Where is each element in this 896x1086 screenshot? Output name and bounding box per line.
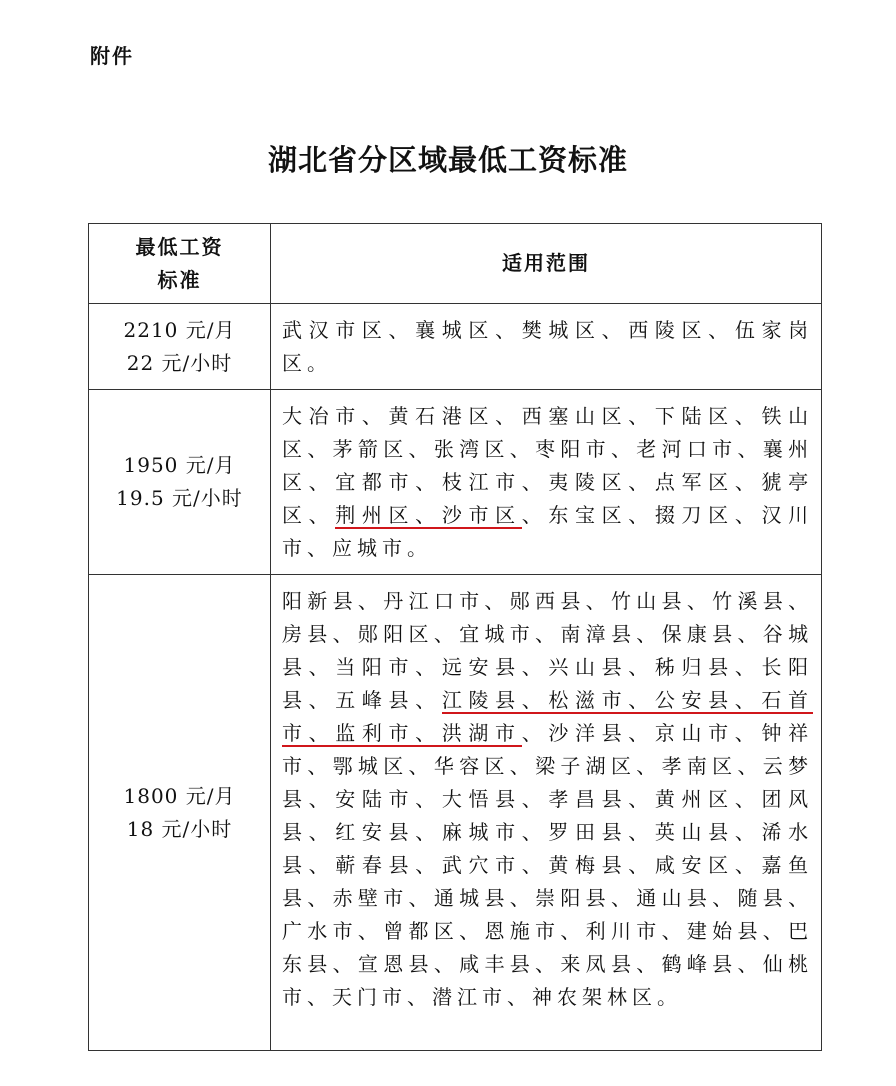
separator: 、 [708,318,735,342]
minimum-wage-table [88,223,822,1051]
separator: 、 [628,404,655,428]
separator: 、 [307,985,332,1009]
separator: 、 [408,754,434,778]
separator: 、 [535,952,561,976]
place-name: 武穴市 [441,853,522,877]
separator: 、 [734,655,762,679]
place-name: 黄石港区 [388,404,496,428]
place-name: 麻城市 [441,820,522,844]
separator: 、 [459,919,485,943]
separator: 、 [628,503,655,527]
separator: 、 [610,886,637,910]
place-name: 丹江口市 [383,589,485,613]
place-name: 红安县 [335,820,416,844]
place-name: 天门市 [332,985,407,1009]
place-name: 浠水县 [282,820,814,877]
place-name: 沙市区 [441,503,522,527]
place-name: 孝南区 [661,754,738,778]
place-name: 当阳市 [335,655,416,679]
place-name: 点军区 [654,470,735,494]
place-name: 咸丰县 [459,952,536,976]
place-name: 鄂城区 [332,754,409,778]
place-name: 应城市 [332,536,407,560]
place-name: 京山市 [654,721,735,745]
place-name: 张湾区 [433,437,510,461]
separator: 、 [628,655,655,679]
place-name: 英山县 [654,820,735,844]
place-name: 安陆市 [335,787,416,811]
separator: 、 [307,886,333,910]
separator: 、 [408,437,434,461]
separator: 、 [415,787,442,811]
separator: 、 [509,754,536,778]
attachment-label: 附件 [90,44,134,68]
hourly-wage: 18 元/小时 [126,816,233,841]
wage-standard-cell [89,390,271,575]
header-standard-line1: 最低工资 [135,234,224,259]
separator: 、 [737,952,763,976]
place-name: 樊城区 [521,318,602,342]
separator: 、 [521,721,549,745]
header-standard-line2: 标准 [157,267,202,292]
place-name: 沙洋县 [548,721,629,745]
place-name: 宜城市 [459,622,536,646]
place-name: 茅箭区 [332,437,409,461]
separator: 、 [307,437,333,461]
place-name: 枝江市 [441,470,522,494]
place-name: 神农架林区 [532,985,657,1009]
place-name: 咸安区 [654,853,735,877]
place-name: 郧西县 [509,589,586,613]
separator: 、 [734,721,762,745]
separator: 、 [361,404,389,428]
separator: 、 [535,622,561,646]
separator: 、 [308,787,336,811]
place-name: 荆州区、 [335,503,442,527]
header-standard [89,224,271,304]
separator: 、 [636,622,662,646]
place-name: 西陵区 [628,318,709,342]
separator: 、 [661,919,687,943]
separator: 、 [762,919,789,943]
separator: 。 [307,351,332,375]
place-name: 巴东县 [282,919,814,976]
separator: 、 [636,754,662,778]
table-row [89,575,822,1051]
separator: 、 [712,886,738,910]
place-name: 竹山县 [610,589,687,613]
place-name: 谷城县 [282,622,814,679]
document-title: 湖北省分区域最低工资标准 [267,143,628,177]
monthly-wage: 1950 元/月 [123,453,236,477]
wage-standard-cell [89,304,271,390]
separator: 、 [308,503,336,527]
place-name: 枣阳市 [535,437,611,461]
separator: 、 [628,470,655,494]
separator: 、 [610,437,637,461]
separator: 、 [734,404,762,428]
separator: 、 [788,886,814,910]
place-name: 孝昌县 [548,787,629,811]
separator: 、 [433,952,460,976]
separator: 、 [636,952,662,976]
place-name: 江陵县、 [441,688,549,712]
separator: 、 [628,721,655,745]
separator: 、 [737,622,763,646]
place-name: 襄城区 [415,318,496,342]
separator: 、 [521,470,549,494]
separator: 、 [415,470,442,494]
separator: 、 [307,754,333,778]
separator: 、 [601,318,629,342]
place-name: 黄梅县 [548,853,629,877]
place-name: 随县 [737,886,789,910]
separator: 、 [734,503,762,527]
place-name: 东宝区 [548,503,629,527]
separator: 。 [657,985,682,1009]
place-name: 老河口市 [636,437,738,461]
separator: 、 [388,318,416,342]
place-name: 襄州区 [282,437,814,494]
separator: 、 [521,503,549,527]
monthly-wage: 1800 元/月 [123,783,236,808]
place-name: 南漳县 [560,622,637,646]
separator: 、 [737,754,763,778]
place-name: 石首市、 [282,688,814,745]
separator: 、 [415,820,442,844]
place-name: 长阳县 [282,655,814,712]
place-name: 松滋市、 [548,688,655,712]
place-name: 夷陵区 [548,470,629,494]
separator: 、 [495,318,522,342]
place-name: 来凤县 [560,952,637,976]
place-name: 铁山区 [282,404,814,461]
separator: 、 [408,886,434,910]
separator: 、 [521,655,549,679]
place-name: 曾都区 [383,919,460,943]
separator: 、 [585,589,611,613]
separator: 、 [308,853,336,877]
separator: 、 [521,853,549,877]
table-row [89,390,822,575]
separator: 、 [734,787,762,811]
place-name: 蕲春县 [335,853,416,877]
separator: 、 [308,470,336,494]
place-name: 华容区 [433,754,510,778]
place-name: 钟祥市 [282,721,814,778]
table-row [89,304,822,390]
separator: 、 [788,589,814,613]
place-name: 恩施市 [484,919,561,943]
separator: 。 [407,536,432,560]
separator: 、 [507,985,532,1009]
place-name: 公安县、 [654,688,762,712]
separator: 、 [332,952,358,976]
scope-cell [271,575,822,1051]
place-name: 西塞山区 [521,404,629,428]
separator: 、 [628,820,655,844]
place-name: 武汉市区 [282,318,389,342]
place-name: 五峰县 [335,688,416,712]
separator: 、 [357,919,384,943]
separator: 、 [415,655,442,679]
place-name: 云梦县 [282,754,814,811]
place-name: 梁子湖区 [535,754,637,778]
place-name: 通山县 [636,886,713,910]
place-name: 赤壁市 [332,886,409,910]
separator: 、 [308,688,336,712]
place-name: 阳新县 [282,589,358,613]
separator: 、 [433,622,460,646]
place-name: 伍家岗区 [282,318,814,375]
place-name: 秭归县 [654,655,735,679]
monthly-wage: 2210 元/月 [123,317,236,342]
place-name: 宣恩县 [357,952,434,976]
place-name: 兴山县 [548,655,629,679]
place-name: 黄州区 [654,787,735,811]
place-name: 团风县 [282,787,814,844]
separator: 、 [407,985,432,1009]
hourly-wage: 22 元/小时 [126,350,233,375]
place-name: 宜都市 [335,470,416,494]
separator: 、 [521,820,549,844]
header-scope: 适用范围 [271,224,822,304]
separator: 、 [734,853,762,877]
separator: 、 [308,820,336,844]
hourly-wage: 19.5 元/小时 [116,486,243,510]
place-name: 竹溪县 [712,589,789,613]
separator: 、 [415,853,442,877]
place-name: 潜江市 [432,985,507,1009]
place-name: 房县 [282,622,333,646]
place-name: 下陆区 [654,404,735,428]
place-name: 建始县 [686,919,763,943]
place-name: 利川市 [585,919,662,943]
separator: 、 [509,886,536,910]
separator: 、 [307,536,332,560]
place-name: 监利市、 [335,721,442,745]
separator: 、 [415,688,442,712]
separator: 、 [495,404,522,428]
place-name: 通城县 [433,886,510,910]
table-header-row [89,224,822,304]
place-name: 嘉鱼县 [282,853,814,910]
separator: 、 [308,655,336,679]
place-name: 大悟县 [441,787,522,811]
place-name: 崇阳县 [535,886,611,910]
place-name: 保康县 [661,622,738,646]
place-name: 汉川市 [282,503,814,560]
place-name: 广水市 [282,919,358,943]
place-name: 仙桃市 [282,952,814,1009]
place-name: 大冶市 [282,404,362,428]
place-name: 鹤峰县 [661,952,738,976]
separator: 、 [521,787,549,811]
scope-cell [271,304,822,390]
separator: 、 [686,589,713,613]
place-name: 郧阳区 [357,622,434,646]
separator: 、 [509,437,536,461]
separator: 、 [560,919,586,943]
place-name: 猇亭区 [282,470,814,527]
separator: 、 [628,787,655,811]
separator: 、 [484,589,510,613]
place-name: 洪湖市 [441,721,522,745]
place-name: 掇刀区 [654,503,735,527]
separator: 、 [734,820,762,844]
wage-standard-cell [89,575,271,1051]
place-name: 远安县 [441,655,522,679]
separator: 、 [628,853,655,877]
separator: 、 [734,470,762,494]
separator: 、 [332,622,358,646]
separator: 、 [357,589,384,613]
place-name: 罗田县 [548,820,629,844]
separator: 、 [737,437,763,461]
scope-cell [271,390,822,575]
